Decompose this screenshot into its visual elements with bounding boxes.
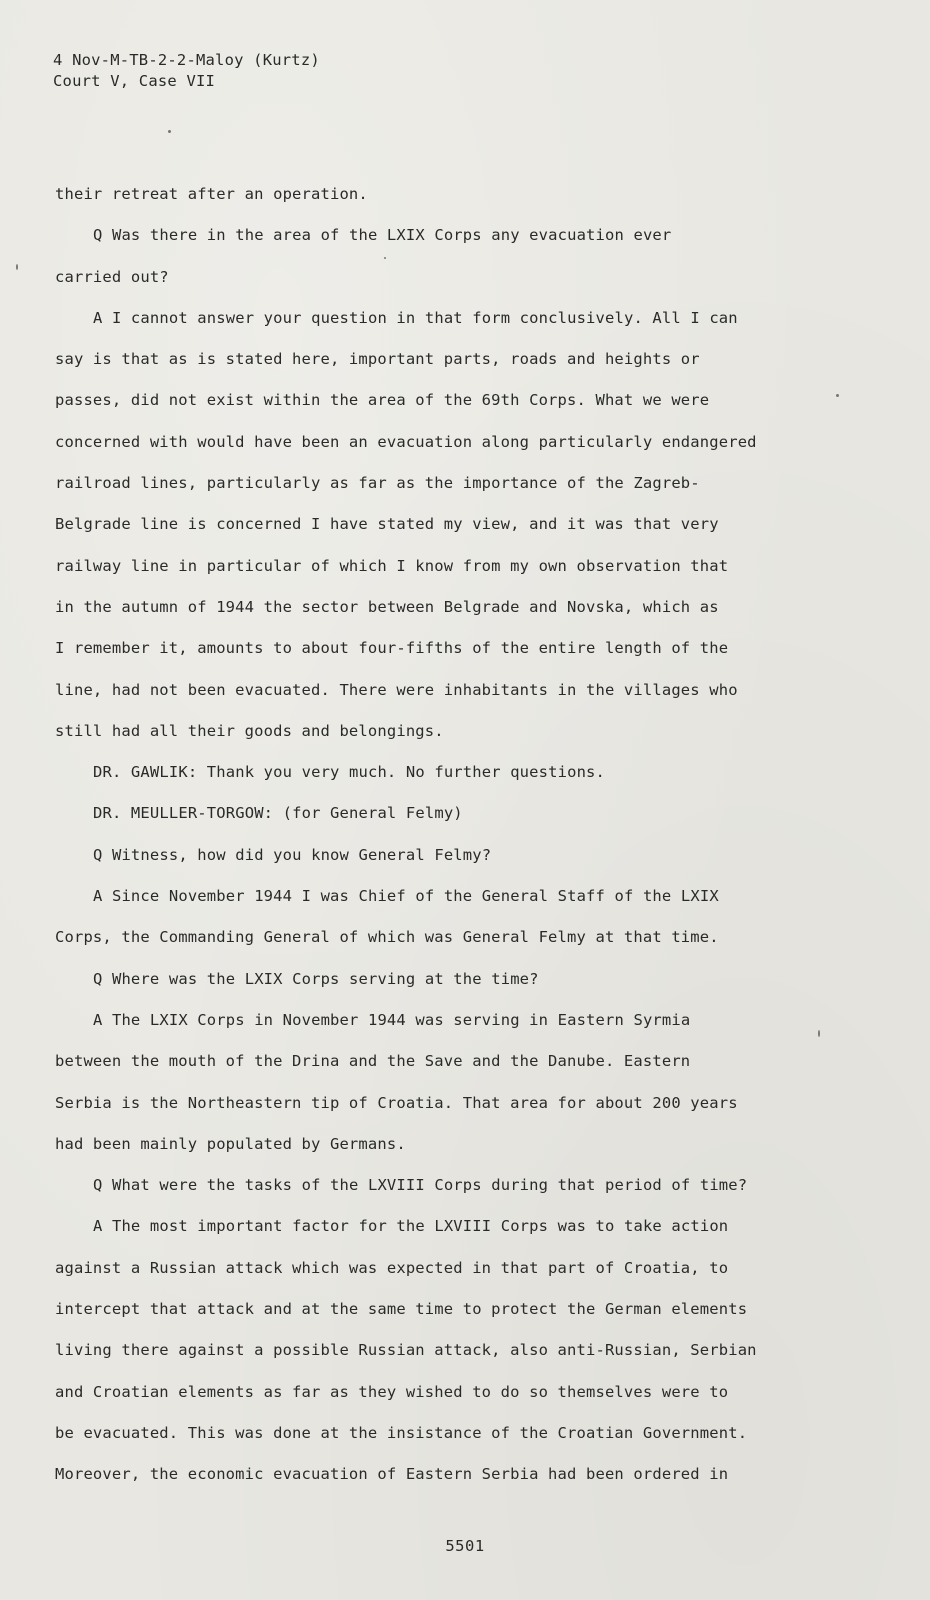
paper-speck — [168, 130, 171, 133]
transcript-body — [55, 174, 825, 1496]
transcript-line: Moreover, the economic evacuation of Eastern Serbia had been ordered in — [55, 1465, 729, 1484]
transcript-line: say is that as is stated here, important parts, roads and heights or — [55, 350, 700, 369]
transcript-line: A The LXIX Corps in November 1944 was serving in Eastern Syrmia — [93, 1010, 691, 1029]
transcript-line: Serbia is the Northeastern tip of Croatia. That area for about 200 years — [55, 1093, 738, 1112]
header-reference: 4 Nov-M-TB-2-2-Maloy (Kurtz) — [53, 51, 320, 69]
transcript-line: DR. MEULLER-TORGOW: (for General Felmy) — [93, 804, 463, 823]
transcript-line: and Croatian elements as far as they wished to do so themselves were to — [55, 1382, 729, 1401]
transcript-line: living there against a possible Russian attack, also anti-Russian, Serbian — [55, 1341, 757, 1360]
transcript-line: Q Witness, how did you know General Felmy? — [93, 845, 492, 864]
transcript-line: Belgrade line is concerned I have stated my view, and it was that very — [55, 515, 719, 534]
transcript-line: railway line in particular of which I know from my own observation that — [55, 556, 729, 575]
transcript-line: against a Russian attack which was expected in that part of Croatia, to — [55, 1258, 729, 1277]
transcript-line: passes, did not exist within the area of the 69th Corps. What we were — [55, 391, 710, 410]
transcript-line: A I cannot answer your question in that form conclusively. All I can — [93, 308, 738, 327]
transcript-line: railroad lines, particularly as far as the importance of the Zagreb- — [55, 474, 700, 493]
transcript-line: between the mouth of the Drina and the Save and the Danube. Eastern — [55, 1052, 691, 1071]
transcript-line: line, had not been evacuated. There were inhabitants in the villages who — [55, 680, 738, 699]
transcript-line: A Since November 1944 I was Chief of the General Staff of the LXIX — [93, 887, 719, 906]
transcript-line: Q Where was the LXIX Corps serving at the time? — [93, 969, 539, 988]
header-court-case: Court V, Case VII — [53, 72, 216, 90]
paper-speck — [818, 1030, 820, 1037]
transcript-line: Q What were the tasks of the LXVIII Corps during that period of time? — [93, 1176, 748, 1195]
document-header — [53, 50, 320, 92]
transcript-line: I remember it, amounts to about four-fifths of the entire length of the — [55, 639, 729, 658]
transcript-line: be evacuated. This was done at the insistance of the Croatian Government. — [55, 1423, 748, 1442]
transcript-line: intercept that attack and at the same time to protect the German elements — [55, 1300, 748, 1319]
transcript-line: their retreat after an operation. — [55, 185, 368, 203]
paper-speck — [384, 257, 386, 259]
transcript-line: DR. GAWLIK: Thank you very much. No further questions. — [93, 763, 606, 782]
transcript-line: Q Was there in the area of the LXIX Corps any evacuation ever — [93, 226, 672, 245]
transcript-line: A The most important factor for the LXVIII Corps was to take action — [93, 1217, 729, 1236]
paper-speck — [836, 394, 839, 397]
transcript-line: still had all their goods and belongings. — [55, 721, 444, 740]
transcript-line: concerned with would have been an evacuation along particularly endangered — [55, 432, 757, 451]
page-number: 5501 — [445, 1537, 485, 1555]
transcript-line: had been mainly populated by Germans. — [55, 1134, 406, 1153]
transcript-line: carried out? — [55, 267, 169, 286]
transcript-line: in the autumn of 1944 the sector between Belgrade and Novska, which as — [55, 597, 719, 616]
paper-speck — [16, 264, 18, 270]
transcript-line: Corps, the Commanding General of which was General Felmy at that time. — [55, 928, 719, 947]
